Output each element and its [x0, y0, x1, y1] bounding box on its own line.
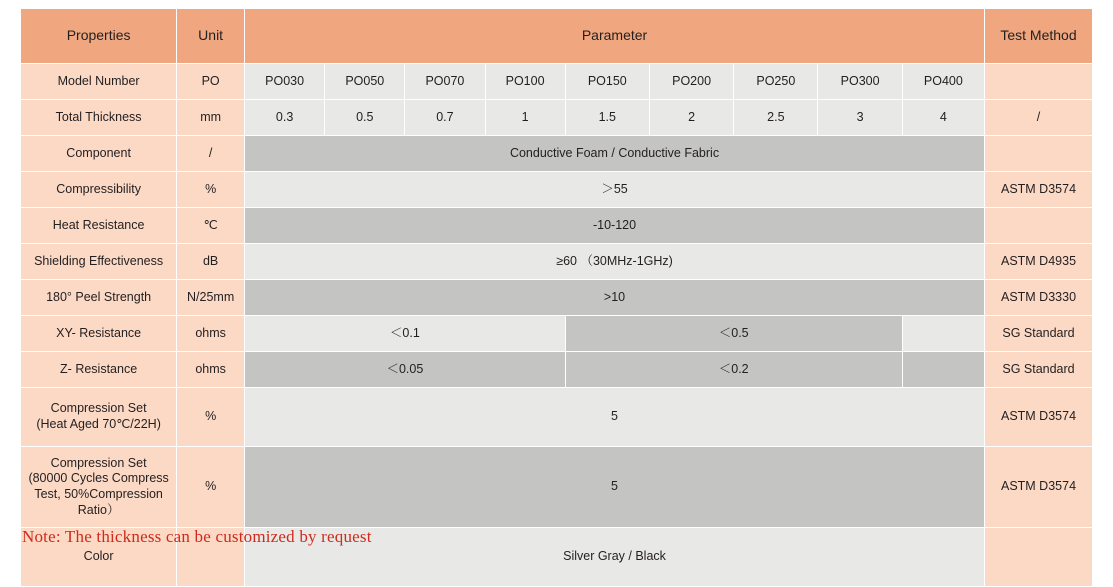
row-label-peel-strength: 180° Peel Strength	[21, 280, 177, 316]
row-method-total-thickness: /	[985, 100, 1093, 136]
table-header-row	[21, 9, 1093, 64]
row-label-z-resistance: Z- Resistance	[21, 352, 177, 388]
cell-thickness-6: 2.5	[734, 100, 818, 136]
table-row	[21, 136, 1093, 172]
row-label-color: Color	[21, 528, 177, 587]
row-label-compression-set-heat-aged	[21, 388, 177, 447]
row-value-compression-set-heat-aged: 5	[245, 388, 985, 447]
label-line-2: (Heat Aged 70℃/22H)	[36, 417, 161, 431]
row-label-compressibility: Compressibility	[21, 172, 177, 208]
cell-thickness-0: 0.3	[245, 100, 325, 136]
row-unit-z-resistance: ohms	[177, 352, 245, 388]
row-value-xy-resistance-high: ＜0.5	[565, 316, 902, 352]
cell-model-3: PO100	[485, 64, 565, 100]
header-properties: Properties	[21, 9, 177, 64]
header-test-method: Test Method	[985, 9, 1093, 64]
specification-table	[20, 8, 1093, 587]
table-row	[21, 172, 1093, 208]
table-row	[21, 352, 1093, 388]
row-value-z-resistance-high: ＜0.2	[565, 352, 902, 388]
row-value-shielding-effectiveness: ≥60 （30MHz-1GHz)	[245, 244, 985, 280]
row-unit-compression-set-cycles: %	[177, 447, 245, 528]
row-unit-heat-resistance: ℃	[177, 208, 245, 244]
note-text: Note: The thickness can be customized by request	[22, 527, 372, 546]
row-label-component: Component	[21, 136, 177, 172]
label-line-1: Compression Set	[50, 401, 147, 416]
cell-thickness-8: 4	[902, 100, 984, 136]
row-method-xy-resistance: SG Standard	[985, 316, 1093, 352]
table-row	[21, 316, 1093, 352]
row-method-heat-resistance	[985, 208, 1093, 244]
label-line-4: Ratio）	[77, 502, 120, 517]
row-label-model-number: Model Number	[21, 64, 177, 100]
row-method-color	[985, 528, 1093, 587]
row-value-compressibility: ＞55	[245, 172, 985, 208]
cell-thickness-3: 1	[485, 100, 565, 136]
row-value-z-resistance-blank	[902, 352, 984, 388]
row-label-shielding-effectiveness: Shielding Effectiveness	[21, 244, 177, 280]
row-label-xy-resistance: XY- Resistance	[21, 316, 177, 352]
row-method-peel-strength: ASTM D3330	[985, 280, 1093, 316]
cell-model-5: PO200	[649, 64, 733, 100]
table-row	[21, 208, 1093, 244]
cell-model-1: PO050	[325, 64, 405, 100]
header-parameter: Parameter	[245, 9, 985, 64]
row-method-compressibility: ASTM D3574	[985, 172, 1093, 208]
row-unit-total-thickness: mm	[177, 100, 245, 136]
row-label-compression-set-cycles	[21, 447, 177, 528]
label-line-1: Compression Set	[50, 455, 147, 470]
cell-model-8: PO400	[902, 64, 984, 100]
label-line-2: (80000 Cycles Compress	[28, 471, 169, 486]
row-method-model-number	[985, 64, 1093, 100]
row-unit-compressibility: %	[177, 172, 245, 208]
table-row	[21, 388, 1093, 447]
row-unit-compression-set-heat-aged: %	[177, 388, 245, 447]
cell-thickness-7: 3	[818, 100, 902, 136]
row-unit-component: /	[177, 136, 245, 172]
row-value-color: Silver Gray / Black	[245, 528, 985, 587]
table-row	[21, 100, 1093, 136]
row-method-compression-set-cycles: ASTM D3574	[985, 447, 1093, 528]
table-row	[21, 447, 1093, 528]
row-value-component: Conductive Foam / Conductive Fabric	[245, 136, 985, 172]
row-value-compression-set-cycles: 5	[245, 447, 985, 528]
row-label-total-thickness: Total Thickness	[21, 100, 177, 136]
cell-model-6: PO250	[734, 64, 818, 100]
row-unit-xy-resistance: ohms	[177, 316, 245, 352]
label-line-3: Test, 50%Compression	[34, 487, 163, 501]
row-method-z-resistance: SG Standard	[985, 352, 1093, 388]
row-value-xy-resistance-low: ＜0.1	[245, 316, 566, 352]
row-value-xy-resistance-blank	[902, 316, 984, 352]
row-value-heat-resistance: -10-120	[245, 208, 985, 244]
cell-thickness-1: 0.5	[325, 100, 405, 136]
table-row	[21, 280, 1093, 316]
table-row	[21, 64, 1093, 100]
row-method-shielding-effectiveness: ASTM D4935	[985, 244, 1093, 280]
cell-model-2: PO070	[405, 64, 485, 100]
cell-model-7: PO300	[818, 64, 902, 100]
table-row	[21, 244, 1093, 280]
row-unit-peel-strength: N/25mm	[177, 280, 245, 316]
row-value-z-resistance-low: ＜0.05	[245, 352, 566, 388]
row-unit-model-number: PO	[177, 64, 245, 100]
header-unit: Unit	[177, 9, 245, 64]
row-method-compression-set-heat-aged: ASTM D3574	[985, 388, 1093, 447]
cell-thickness-5: 2	[649, 100, 733, 136]
row-method-component	[985, 136, 1093, 172]
cell-model-4: PO150	[565, 64, 649, 100]
cell-thickness-4: 1.5	[565, 100, 649, 136]
row-value-peel-strength: >10	[245, 280, 985, 316]
cell-model-0: PO030	[245, 64, 325, 100]
cell-thickness-2: 0.7	[405, 100, 485, 136]
row-unit-shielding-effectiveness: dB	[177, 244, 245, 280]
row-label-heat-resistance: Heat Resistance	[21, 208, 177, 244]
